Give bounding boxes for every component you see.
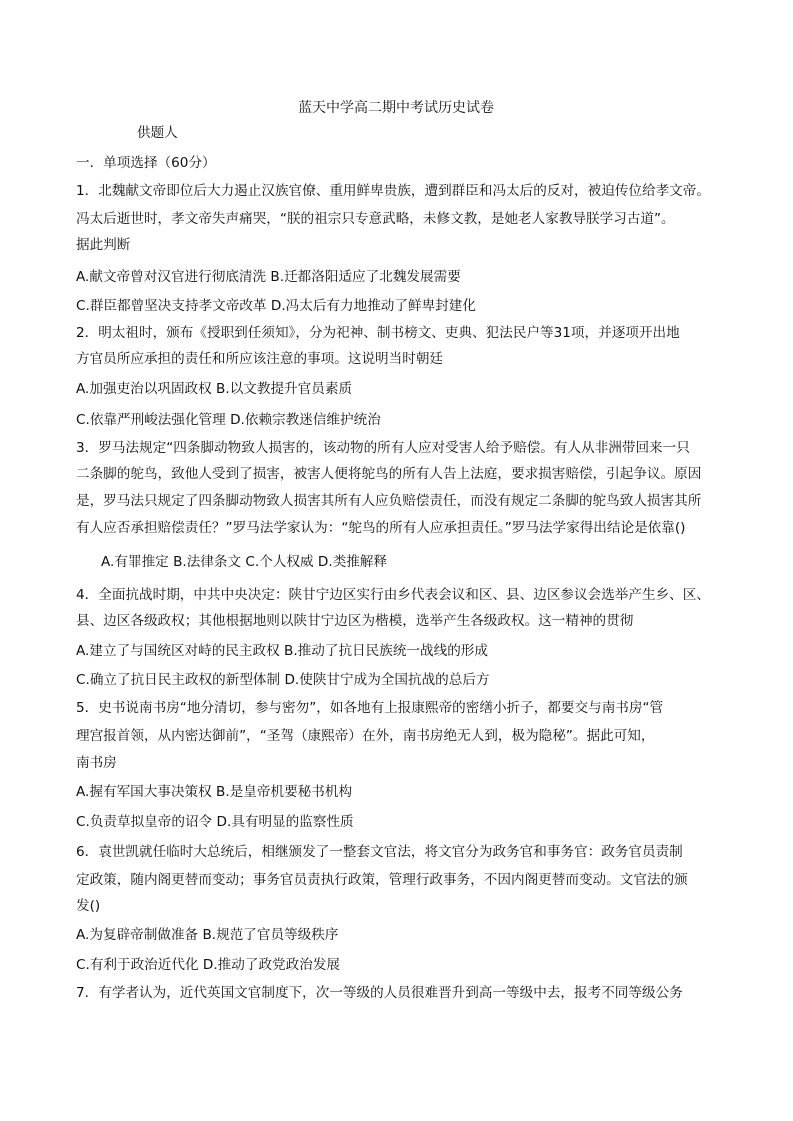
question-options-line: C.依靠严刑峻法强化管理 D.依赖宗教迷信维护统治 [76, 412, 381, 428]
question-options-line: A.有罪推定 B.法律条文 C.个人权威 D.类推解释 [101, 554, 388, 570]
question-stem-line: 5．史书说南书房“地分清切，参与密勿”，如各地有上报康熙帝的密缮小折子，都要交与南书房“管 [76, 700, 664, 716]
question-stem-line: 理宫报首领，从内密达御前”，“圣驾（康熙帝）在外，南书房绝无人到，极为隐秘”。据此可知， [76, 728, 655, 744]
question-stem-line: 发() [76, 898, 101, 914]
question-options-line: C.有利于政治近代化 D.推动了政党政治发展 [76, 957, 341, 973]
section-heading: 一．单项选择（60分） [76, 155, 216, 171]
question-options-line: A.献文帝曾对汉官进行彻底清洗 B.迁都洛阳适应了北魏发展需要 [76, 269, 461, 285]
question-stem-line: 定政策，随内阁更替而变动；事务官员责执行政策，管理行政事务，不因内阁更替而变动。文官法的颁 [76, 872, 688, 888]
exam-title: 蓝天中学高二期中考试历史试卷 [298, 100, 494, 116]
question-stem-line: 冯太后逝世时，孝文帝失声痛哭，“朕的祖宗只专意武略，未修文教，是她老人家教导朕学习古道”。 [76, 211, 675, 227]
question-options-line: A.握有军国大事决策权 B.是皇帝机要秘书机构 [76, 784, 353, 800]
question-stem-line: 3．罗马法规定“四条脚动物致人损害的，该动物的所有人应对受害人给予赔偿。有人从非洲带回来一只 [76, 440, 690, 456]
question-options-line: A.建立了与国统区对峙的民主政权 B.推动了抗日民族统一战线的形成 [76, 643, 488, 659]
question-stem-line: 南书房 [76, 755, 117, 771]
question-stem-line: 县、边区各级政权；其他根据地则以陕甘宁边区为楷模，选举产生各级政权。这一精神的贯彻 [76, 613, 634, 629]
question-stem-line: 7．有学者认为，近代英国文官制度下，次一等级的人员很难晋升到高一等级中去，报考不同等级公务 [76, 985, 683, 1001]
question-options-line: A.加强吏治以巩固政权 B.以文教提升官员素质 [76, 381, 353, 397]
question-options-line: C.负责草拟皇帝的诏令 D.具有明显的监察性质 [76, 814, 354, 830]
question-options-line: C.群臣都曾坚决支持孝文帝改革 D.冯太后有力地推动了鲜卑封建化 [76, 298, 476, 314]
question-stem-line: 1．北魏献文帝即位后大力遏止汉族官僚、重用鲜卑贵族，遭到群臣和冯太后的反对，被迫传位给孝文帝。 [76, 183, 710, 199]
question-options-line: A.为复辟帝制做准备 B.规范了官员等级秩序 [76, 927, 339, 943]
question-stem-line: 有人应否承担赔偿责任？”罗马法学家认为：“鸵鸟的所有人应承担责任。”罗马法学家得出结论是依靠() [76, 520, 686, 536]
question-stem-line: 6．袁世凯就任临时大总统后，相继颁发了一整套文官法，将文官分为政务官和事务官：政务官员责制 [76, 844, 683, 860]
question-options-line: C.确立了抗日民主政权的新型体制 D.使陕甘宁成为全国抗战的总后方 [76, 672, 490, 688]
question-stem-line: 是，罗马法只规定了四条脚动物致人损害其所有人应负赔偿责任，而没有规定二条脚的鸵鸟致人损害其所 [76, 493, 702, 509]
question-stem-line: 据此判断 [76, 237, 131, 253]
question-stem-line: 2．明太祖时，颁布《授职到任须知》，分为祀神、制书榜文、吏典、犯法民户等31项，并逐项开出地 [76, 325, 680, 341]
author-label: 供题人 [137, 125, 178, 141]
question-stem-line: 方官员所应承担的责任和所应该注意的事项。这说明当时朝廷 [76, 351, 444, 367]
question-stem-line: 二条脚的鸵鸟，致他人受到了损害，被害人便将鸵鸟的所有人告上法庭，要求损害赔偿，引起争议。原因 [76, 466, 702, 482]
question-stem-line: 4．全面抗战时期，中共中央决定：陕甘宁边区实行由乡代表会议和区、县、边区参议会选举产生乡、区、 [76, 587, 710, 603]
